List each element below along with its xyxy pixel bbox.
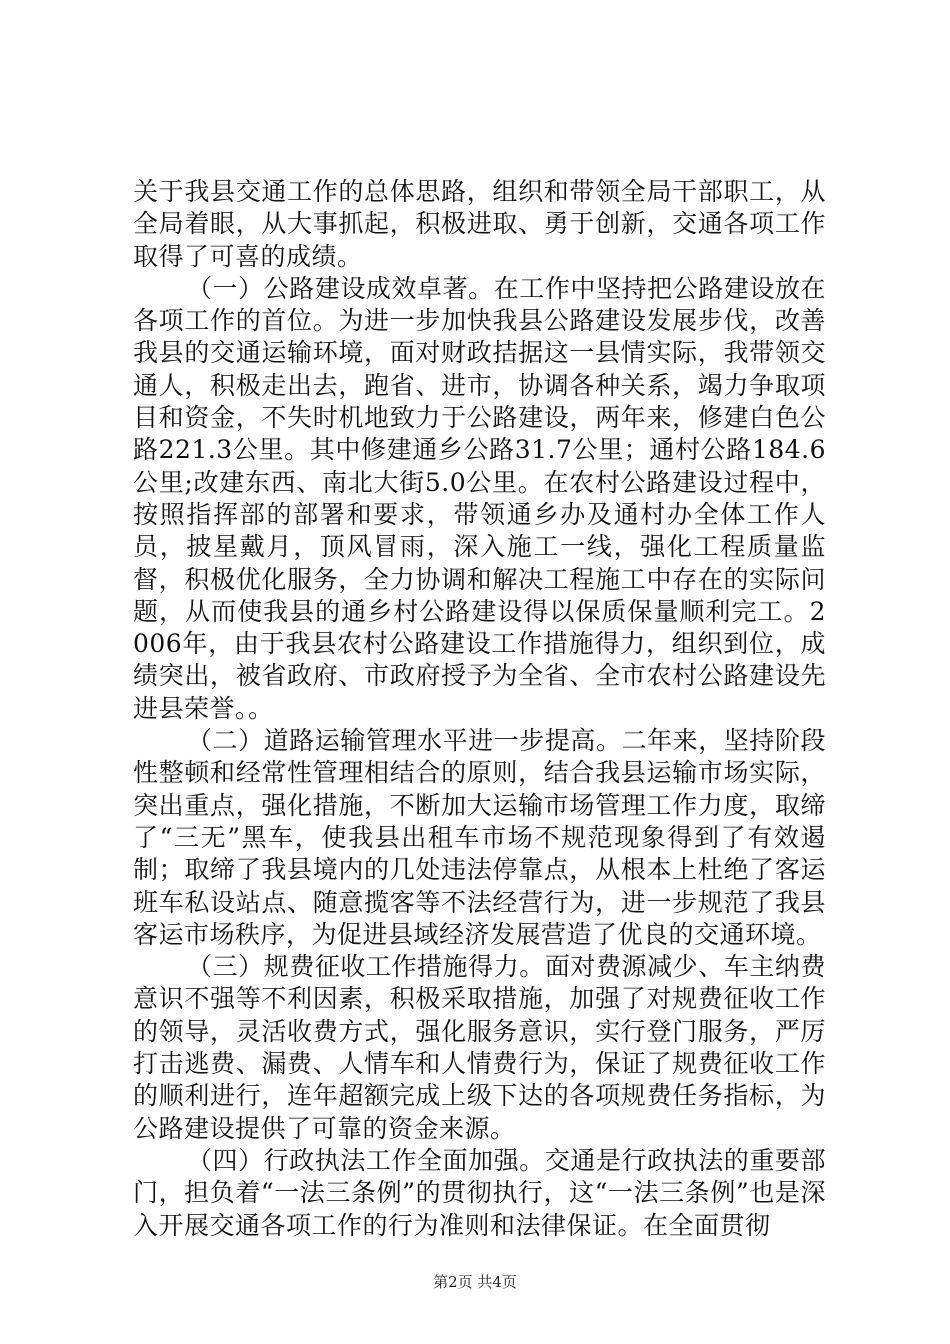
page-footer: 第2页 共4页 bbox=[433, 1273, 517, 1291]
paragraph-fee-collection: （三）规费征收工作措施得力。面对费源减少、车主纳费意识不强等不利因素，积极采取措施，加强了对规费征收工作的领导，灵活收费方式，强化服务意识，实行登门服务，严厉打击逃费、漏费、人情车和人情费行为，保证了规费征收工作的顺利进行，连年超额完成上级下达的各项规费任务指标，为公路建设提供了可靠的资金来源。 bbox=[133, 952, 826, 1143]
paragraph-road-construction: （一）公路建设成效卓著。在工作中坚持把公路建设放在各项工作的首位。为进一步加快我县公路建设发展步伐，改善我县的交通运输环境，面对财政拮据这一县情实际，我带领交通人，积极走出去，跑省、进市，协调各种关系，竭力争取项目和资金，不失时机地致力于公路建设，两年来，修建白色公路221.3公里。其中修建通乡公路31.7公里；通村公路184.6公里;改建东西、南北大街5.0公里。在农村公路建设过程中，按照指挥部的部署和要求，带领通乡办及通村办全体工作人员，披星戴月，顶风冒雨，深入施工一线，强化工程质量监督，积极优化服务，全力协调和解决工程施工中存在的实际问题，从而使我县的通乡村公路建设得以保质保量顺利完工。2006年，由于我县农村公路建设工作措施得力，组织到位，成绩突出，被省政府、市政府授予为全省、全市农村公路建设先进县荣誉。。 bbox=[133, 273, 826, 723]
paragraph-intro: 关于我县交通工作的总体思路，组织和带领全局干部职工，从全局着眼，从大事抓起，积极进取、勇于创新，交通各项工作取得了可喜的成绩。 bbox=[133, 177, 826, 271]
paragraph-transport-management: （二）道路运输管理水平进一步提高。二年来，坚持阶段性整顿和经常性管理相结合的原则，结合我县运输市场实际，突出重点，强化措施，不断加大运输市场管理工作力度，取缔了“三无”黑车，使我县出租车市场不规范现象得到了有效遏制；取缔了我县境内的几处违法停靠点，从根本上杜绝了客运班车私设站点、随意揽客等不法经营行为，进一步规范了我县客运市场秩序，为促进县域经济发展营造了优良的交通环境。 bbox=[133, 726, 826, 949]
document-body bbox=[133, 176, 826, 1242]
paragraph-law-enforcement: （四）行政执法工作全面加强。交通是行政执法的重要部门，担负着“一法三条例”的贯彻执行，这“一法三条例”也是深入开展交通各项工作的行为准则和法律保证。在全面贯彻 bbox=[133, 1145, 826, 1240]
